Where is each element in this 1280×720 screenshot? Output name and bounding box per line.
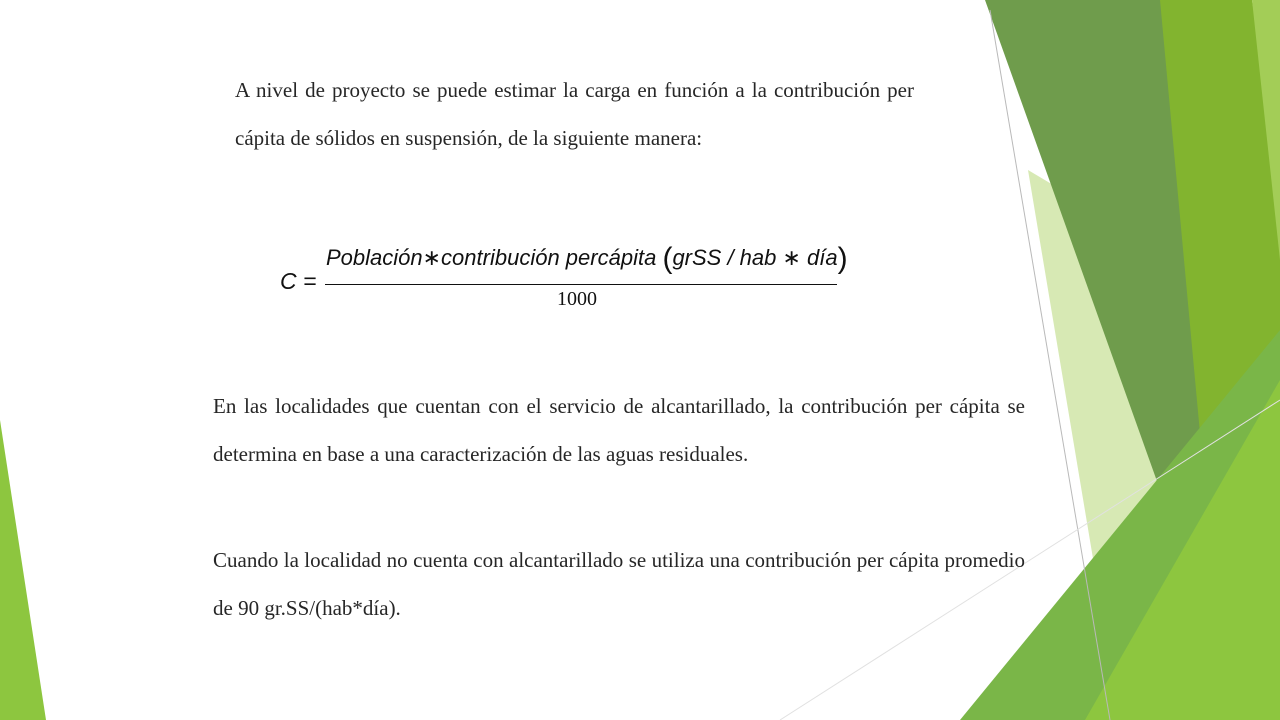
formula-numerator-main: Población∗contribución percápita (326, 245, 657, 270)
formula-numerator (326, 242, 848, 276)
no-sewer-paragraph: Cuando la localidad no cuenta con alcantarillado se utiliza una contribución per cápita promedio de 90 gr.SS/(hab*día). (213, 548, 1025, 620)
formula-numerator-units: grSS / hab ∗ día (672, 245, 838, 270)
formula-denominator: 1000 (557, 288, 597, 310)
intro-paragraph: A nivel de proyecto se puede estimar la carga en función a la contribución per cápita de sólidos en suspensión, de la siguiente manera: (235, 78, 914, 150)
left-green-sliver (0, 420, 46, 720)
formula-paren-open: ( (662, 242, 673, 275)
formula-paren-close: ) (837, 242, 848, 275)
formula-lhs: C = (280, 268, 317, 294)
sewer-paragraph: En las localidades que cuentan con el servicio de alcantarillado, la contribución per cápita se determina en base a una caracterización de las aguas residuales. (213, 394, 1025, 466)
fraction-bar (325, 284, 837, 285)
